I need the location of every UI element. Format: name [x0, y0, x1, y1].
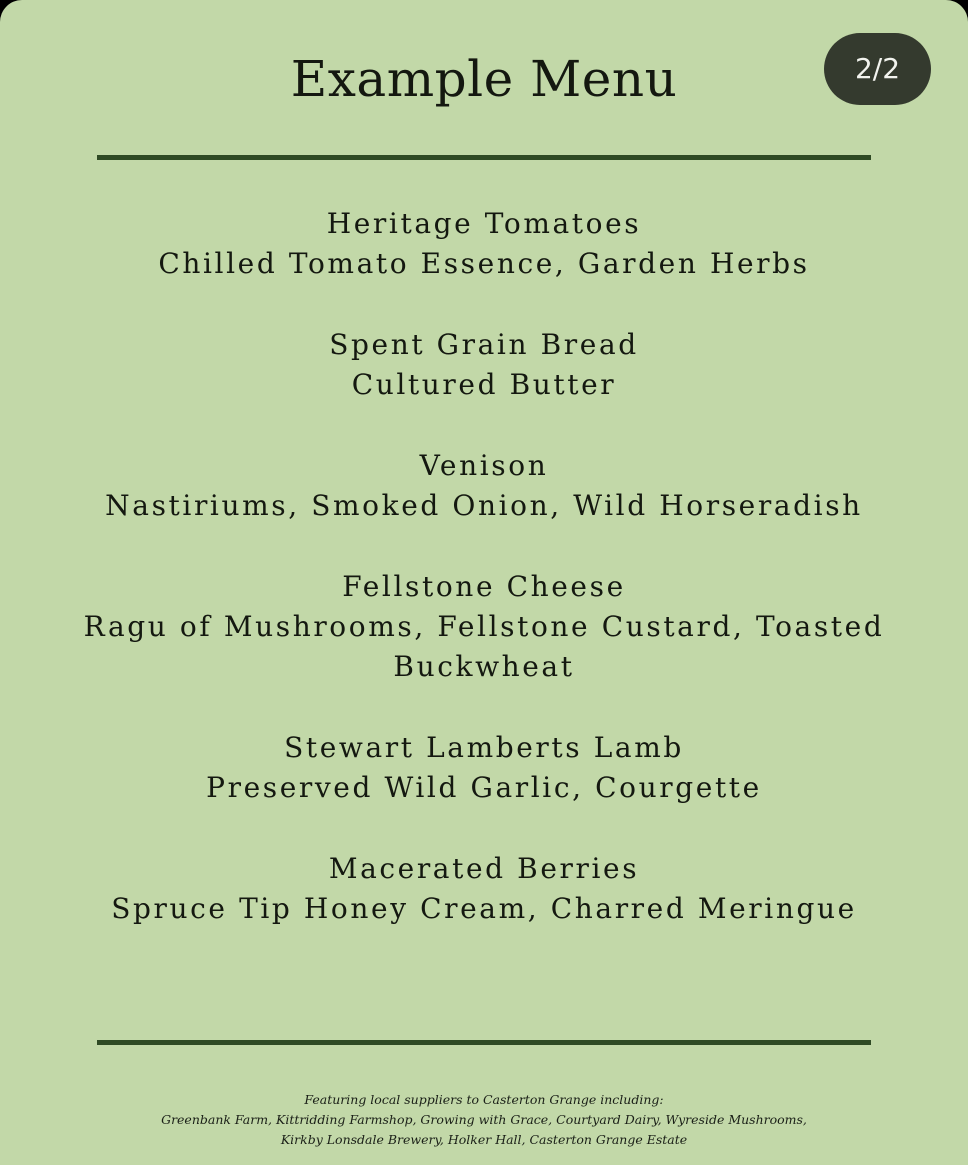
course-item — [60, 728, 908, 809]
course-item — [60, 204, 908, 285]
course-name: Venison — [419, 448, 549, 482]
suppliers-footer — [0, 1090, 968, 1150]
course-item — [60, 446, 908, 527]
suppliers-intro: Featuring local suppliers to Casterton Grange including: — [304, 1092, 664, 1107]
menu-title: Example Menu — [290, 50, 678, 108]
course-description: Nastiriums, Smoked Onion, Wild Horseradish — [105, 489, 863, 523]
course-name: Macerated Berries — [328, 851, 640, 885]
course-description: Cultured Butter — [351, 368, 617, 402]
suppliers-list-line-1: Greenbank Farm, Kittridding Farmshop, Growing with Grace, Courtyard Dairy, Wyreside Mushrooms, — [161, 1112, 807, 1127]
course-name: Heritage Tomatoes — [326, 207, 642, 240]
course-item — [60, 325, 908, 406]
top-divider — [97, 155, 871, 160]
course-name: Stewart Lamberts Lamb — [284, 730, 684, 764]
course-name: Fellstone Cheese — [342, 569, 626, 603]
course-description: Ragu of Mushrooms, Fellstone Custard, Toasted Buckwheat — [83, 609, 885, 684]
course-description: Chilled Tomato Essence, Garden Herbs — [158, 247, 810, 281]
course-list — [60, 204, 908, 970]
course-description: Spruce Tip Honey Cream, Charred Meringue — [111, 892, 857, 926]
bottom-divider — [97, 1040, 871, 1045]
course-name: Spent Grain Bread — [329, 327, 639, 361]
course-item — [60, 849, 908, 930]
course-item — [60, 567, 908, 688]
course-description: Preserved Wild Garlic, Courgette — [206, 771, 762, 805]
suppliers-list-line-2: Kirkby Lonsdale Brewery, Holker Hall, Casterton Grange Estate — [280, 1132, 688, 1147]
page-counter-badge: 2/2 — [824, 33, 931, 105]
